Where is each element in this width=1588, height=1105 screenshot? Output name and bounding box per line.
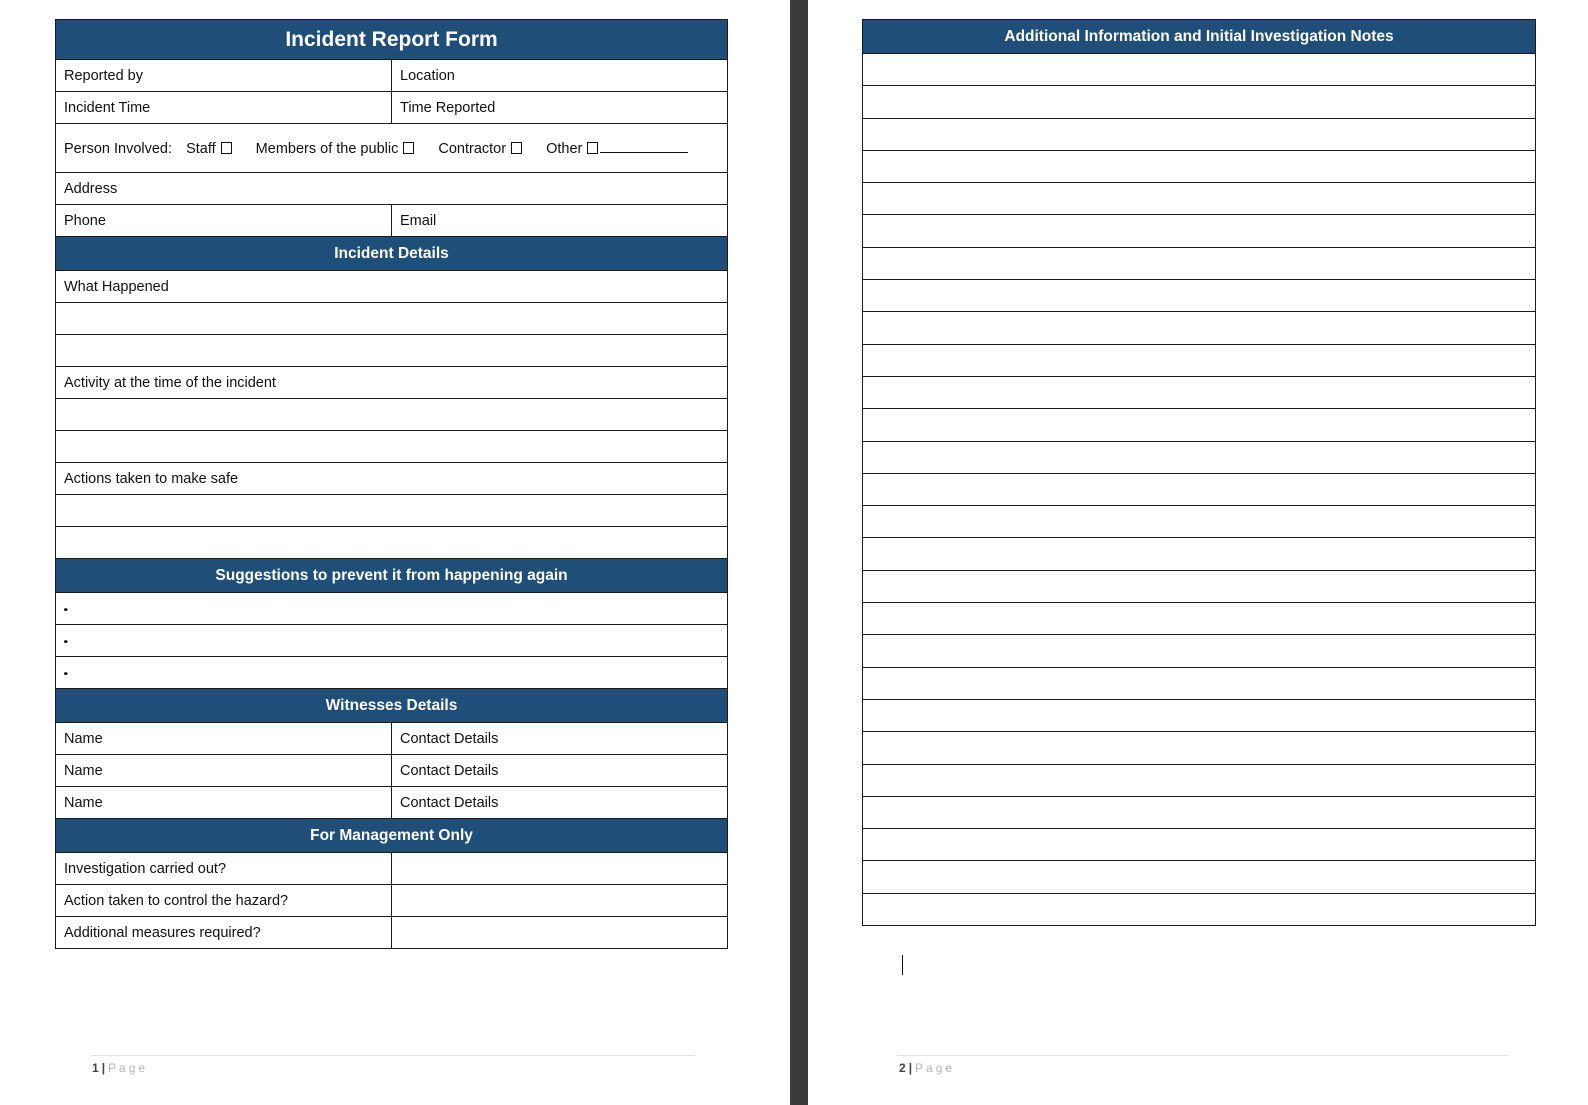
witness-contact-field[interactable]: Contact Details bbox=[392, 723, 728, 755]
actions-taken-line[interactable] bbox=[56, 495, 728, 527]
witness-contact-field[interactable]: Contact Details bbox=[392, 787, 728, 819]
notes-line[interactable] bbox=[863, 861, 1536, 893]
bullet-icon: • bbox=[63, 636, 69, 648]
activity-label: Activity at the time of the incident bbox=[56, 367, 728, 399]
witness-contact-field[interactable]: Contact Details bbox=[392, 755, 728, 787]
other-label: Other bbox=[546, 140, 583, 157]
notes-line[interactable] bbox=[863, 344, 1536, 376]
hazard-control-answer[interactable] bbox=[392, 885, 728, 917]
page-divider bbox=[790, 0, 808, 1105]
notes-line[interactable] bbox=[863, 667, 1536, 699]
notes-line[interactable] bbox=[863, 570, 1536, 602]
notes-line[interactable] bbox=[863, 635, 1536, 667]
staff-checkbox[interactable] bbox=[221, 142, 232, 154]
notes-line[interactable] bbox=[863, 409, 1536, 441]
staff-label: Staff bbox=[186, 140, 216, 157]
contractor-checkbox[interactable] bbox=[511, 142, 522, 154]
page-label: Page bbox=[915, 1061, 956, 1075]
activity-line[interactable] bbox=[56, 399, 728, 431]
suggestion-bullet-row[interactable] bbox=[56, 593, 728, 625]
notes-line[interactable] bbox=[863, 215, 1536, 247]
witness-name-field[interactable]: Name bbox=[56, 787, 392, 819]
notes-heading: Additional Information and Initial Investigation Notes bbox=[863, 20, 1536, 54]
incident-time-field[interactable]: Incident Time bbox=[56, 92, 392, 124]
additional-measures-answer[interactable] bbox=[392, 917, 728, 949]
notes-line[interactable] bbox=[863, 699, 1536, 731]
email-field[interactable]: Email bbox=[392, 205, 728, 237]
hazard-control-label: Action taken to control the hazard? bbox=[56, 885, 392, 917]
page-label: Page bbox=[108, 1061, 149, 1075]
notes-line[interactable] bbox=[863, 247, 1536, 279]
page-1 bbox=[0, 0, 790, 1105]
address-field[interactable]: Address bbox=[56, 173, 728, 205]
witnesses-heading: Witnesses Details bbox=[56, 689, 728, 723]
notes-line[interactable] bbox=[863, 312, 1536, 344]
person-involved-row bbox=[56, 124, 728, 173]
page-footer bbox=[92, 1061, 148, 1075]
notes-line[interactable] bbox=[863, 54, 1536, 86]
person-involved-label: Person Involved: bbox=[64, 140, 173, 157]
public-label: Members of the public bbox=[255, 140, 399, 157]
footer-rule bbox=[897, 1055, 1509, 1056]
witness-name-field[interactable]: Name bbox=[56, 755, 392, 787]
time-reported-field[interactable]: Time Reported bbox=[392, 92, 728, 124]
other-checkbox[interactable] bbox=[587, 142, 598, 154]
what-happened-line[interactable] bbox=[56, 335, 728, 367]
notes-line[interactable] bbox=[863, 538, 1536, 570]
notes-line[interactable] bbox=[863, 280, 1536, 312]
notes-line[interactable] bbox=[863, 150, 1536, 182]
notes-line[interactable] bbox=[863, 829, 1536, 861]
notes-line[interactable] bbox=[863, 732, 1536, 764]
page-footer bbox=[899, 1061, 955, 1075]
page-number: 1 bbox=[92, 1061, 99, 1075]
page-number: 2 bbox=[899, 1061, 906, 1075]
phone-field[interactable]: Phone bbox=[56, 205, 392, 237]
incident-report-form bbox=[55, 19, 728, 949]
incident-details-heading: Incident Details bbox=[56, 237, 728, 271]
suggestions-heading: Suggestions to prevent it from happening again bbox=[56, 559, 728, 593]
location-field[interactable]: Location bbox=[392, 60, 728, 92]
notes-line[interactable] bbox=[863, 796, 1536, 828]
management-heading: For Management Only bbox=[56, 819, 728, 853]
public-checkbox[interactable] bbox=[403, 142, 414, 154]
form-title: Incident Report Form bbox=[56, 20, 728, 60]
activity-line[interactable] bbox=[56, 431, 728, 463]
suggestion-bullet-row[interactable] bbox=[56, 657, 728, 689]
investigation-label: Investigation carried out? bbox=[56, 853, 392, 885]
notes-line[interactable] bbox=[863, 764, 1536, 796]
footer-rule bbox=[90, 1055, 695, 1056]
footer-separator: | bbox=[101, 1061, 106, 1075]
investigation-answer[interactable] bbox=[392, 853, 728, 885]
footer-separator: | bbox=[908, 1061, 913, 1075]
notes-line[interactable] bbox=[863, 441, 1536, 473]
additional-measures-label: Additional measures required? bbox=[56, 917, 392, 949]
notes-line[interactable] bbox=[863, 118, 1536, 150]
contractor-label: Contractor bbox=[438, 140, 507, 157]
notes-line[interactable] bbox=[863, 506, 1536, 538]
witness-name-field[interactable]: Name bbox=[56, 723, 392, 755]
notes-line[interactable] bbox=[863, 473, 1536, 505]
actions-taken-line[interactable] bbox=[56, 527, 728, 559]
what-happened-line[interactable] bbox=[56, 303, 728, 335]
actions-taken-label: Actions taken to make safe bbox=[56, 463, 728, 495]
notes-line[interactable] bbox=[863, 183, 1536, 215]
investigation-notes-table bbox=[862, 19, 1536, 926]
suggestion-bullet-row[interactable] bbox=[56, 625, 728, 657]
what-happened-label: What Happened bbox=[56, 271, 728, 303]
notes-line[interactable] bbox=[863, 893, 1536, 925]
notes-line[interactable] bbox=[863, 86, 1536, 118]
bullet-icon: • bbox=[63, 604, 69, 616]
notes-line[interactable] bbox=[863, 603, 1536, 635]
bullet-icon: • bbox=[63, 668, 69, 680]
notes-line[interactable] bbox=[863, 376, 1536, 408]
text-cursor bbox=[902, 955, 903, 975]
reported-by-field[interactable]: Reported by bbox=[56, 60, 392, 92]
other-text-line[interactable] bbox=[600, 140, 688, 153]
